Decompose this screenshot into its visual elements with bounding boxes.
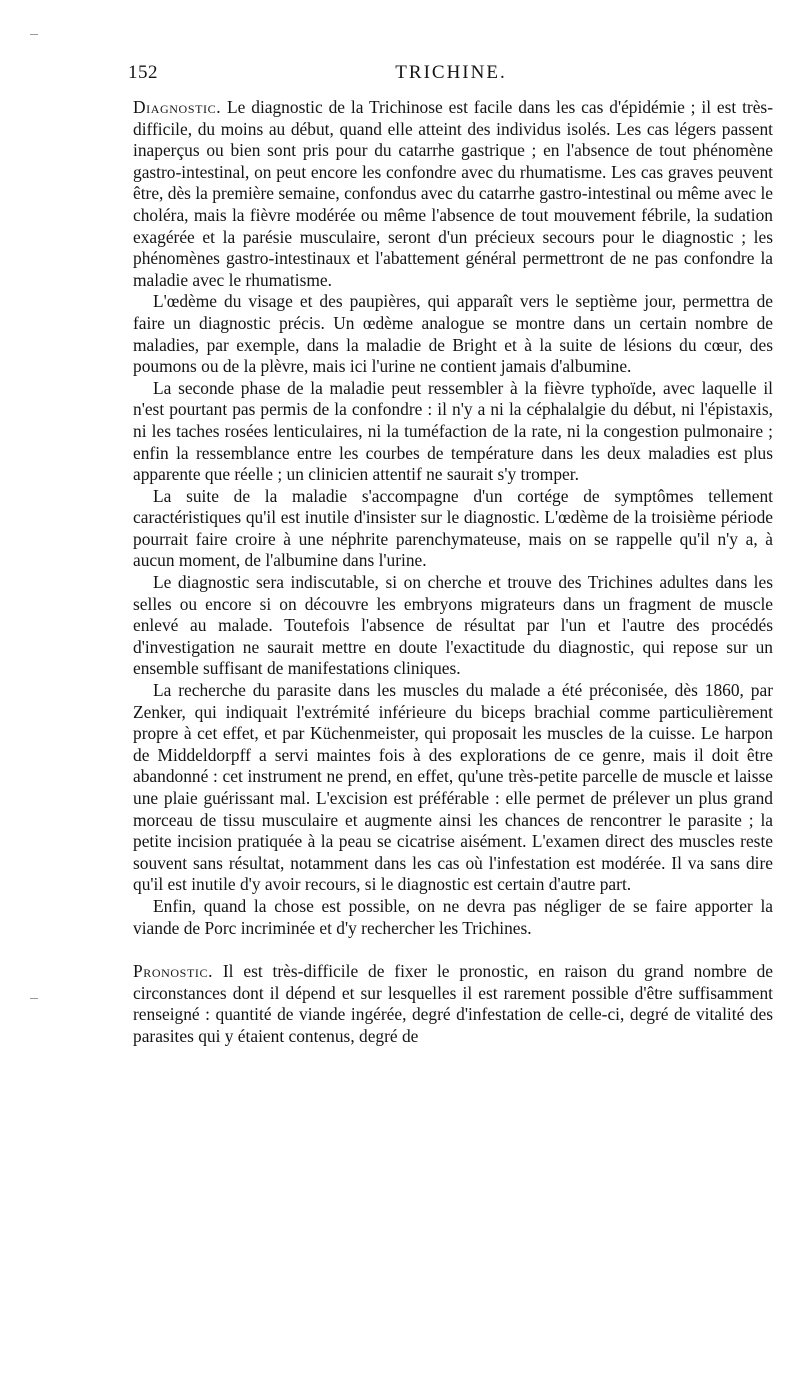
paragraph: Le diagnostic sera indiscutable, si on cherche et trouve des Trichines adultes dans les selles ou encore si on découvre les embryons migrateurs dans un fragment de muscle enlevé au malade. Toutefois l'absence de résultat par l'un et l'autre des procédés d'investigation ne saurait mettre en doute l'exactitude du diagnostic, qui repose sur un ensemble suffisant de manifestations cliniques. [133, 572, 773, 679]
margin-mark [30, 998, 38, 999]
running-head [128, 62, 774, 92]
paragraph: La recherche du parasite dans les muscles du malade a été préconisée, dès 1860, par Zenker, qui indiquait l'extrémité inférieure du biceps brachial comme particulièrement propre à cet effet, et par Küchenmeister, qui proposait les muscles de la cuisse. Le harpon de Middeldorpff a servi maintes fois à des explorations de ce genre, mais il doit être abandonné : cet instrument ne prend, en effet, qu'une très-petite parcelle de muscle et laisse une plaie guérissant mal. L'excision est préférable : elle permet de prélever un plus grand morceau de tissu musculaire et augmente ainsi les chances de rencontrer le parasite ; la petite incision pratiquée à la peau se cicatrise aisément. L'examen direct des muscles reste souvent sans résultat, notamment dans les cas où l'infestation est modérée. Il va sans dire qu'il est inutile d'y avoir recours, si le diagnostic est certain d'autre part. [133, 680, 773, 895]
margin-mark [30, 34, 38, 35]
paragraph: La seconde phase de la maladie peut ressembler à la fièvre typhoïde, avec laquelle il n'est pourtant pas permis de la confondre : il n'y a ni la céphalalgie du début, ni l'épistaxis, ni les taches rosées lenticulaires, ni la tuméfaction de la rate, ni la congestion pulmonaire ; enfin la ressemblance entre les courbes de température dans les deux maladies est plus apparente que réelle ; un clinicien attentif ne saurait s'y tromper. [133, 377, 773, 485]
body-text [133, 97, 773, 1048]
paragraph-pronostic-intro [133, 961, 773, 1047]
paragraph-text: Il est très-difficile de fixer le pronostic, en raison du grand nombre de circonstances dont il dépend et sur lesquelles il est rarement possible d'être suffisamment renseigné : quantité de viande ingérée, degré d'infestation de celle-ci, degré de vitalité des parasites qui y étaient contenus, degré de [133, 961, 773, 1046]
paragraph-text: Le diagnostic de la Trichinose est facile dans les cas d'épidémie ; il est très-difficile, du moins au début, quand elle atteint des individus isolés. Les cas légers passent inaperçus ou bien sont pris pour du catarrhe gastrique ; en l'absence de tout phénomène gastro-intestinal, on peut encore les confondre avec du rhumatisme. Les cas graves peuvent être, dès la première semaine, confondus avec du catarrhe gastro-intestinal ou même avec le choléra, mais la fièvre modérée ou même l'absence de tout mouvement fébrile, la sudation exagérée et la parésie musculaire, seront d'un précieux secours pour le diagnostic ; les phénomènes gastro-intestinaux et l'abattement général permettront de ne pas confondre la maladie avec le rhumatisme. [133, 97, 773, 290]
section-heading-pronostic: Pronostic. [133, 961, 214, 982]
running-title: TRICHINE. [395, 62, 507, 83]
paragraph: La suite de la maladie s'accompagne d'un cortége de symptômes tellement caractéristiques qu'il est inutile d'insister sur le diagnostic. L'œdème de la troisième période pourrait faire croire à une néphrite parenchymateuse, mais on se rappelle qu'il n'y a, à aucun moment, de l'albumine dans l'urine. [133, 485, 773, 571]
paragraph: Enfin, quand la chose est possible, on ne devra pas négliger de se faire apporter la viande de Porc incriminée et d'y rechercher les Trichines. [133, 895, 773, 938]
paragraph: L'œdème du visage et des paupières, qui apparaît vers le septième jour, permettra de faire un diagnostic précis. Un œdème analogue se montre dans un certain nombre de maladies, par exemple, dans la maladie de Bright et à la suite de lésions du cœur, des poumons ou de la plèvre, mais ici l'urine ne contient jamais d'albumine. [133, 291, 773, 377]
section-heading-diagnostic: Diagnostic. [133, 97, 222, 117]
paragraph-diagnostic-intro [133, 97, 773, 291]
page-number: 152 [128, 62, 158, 83]
